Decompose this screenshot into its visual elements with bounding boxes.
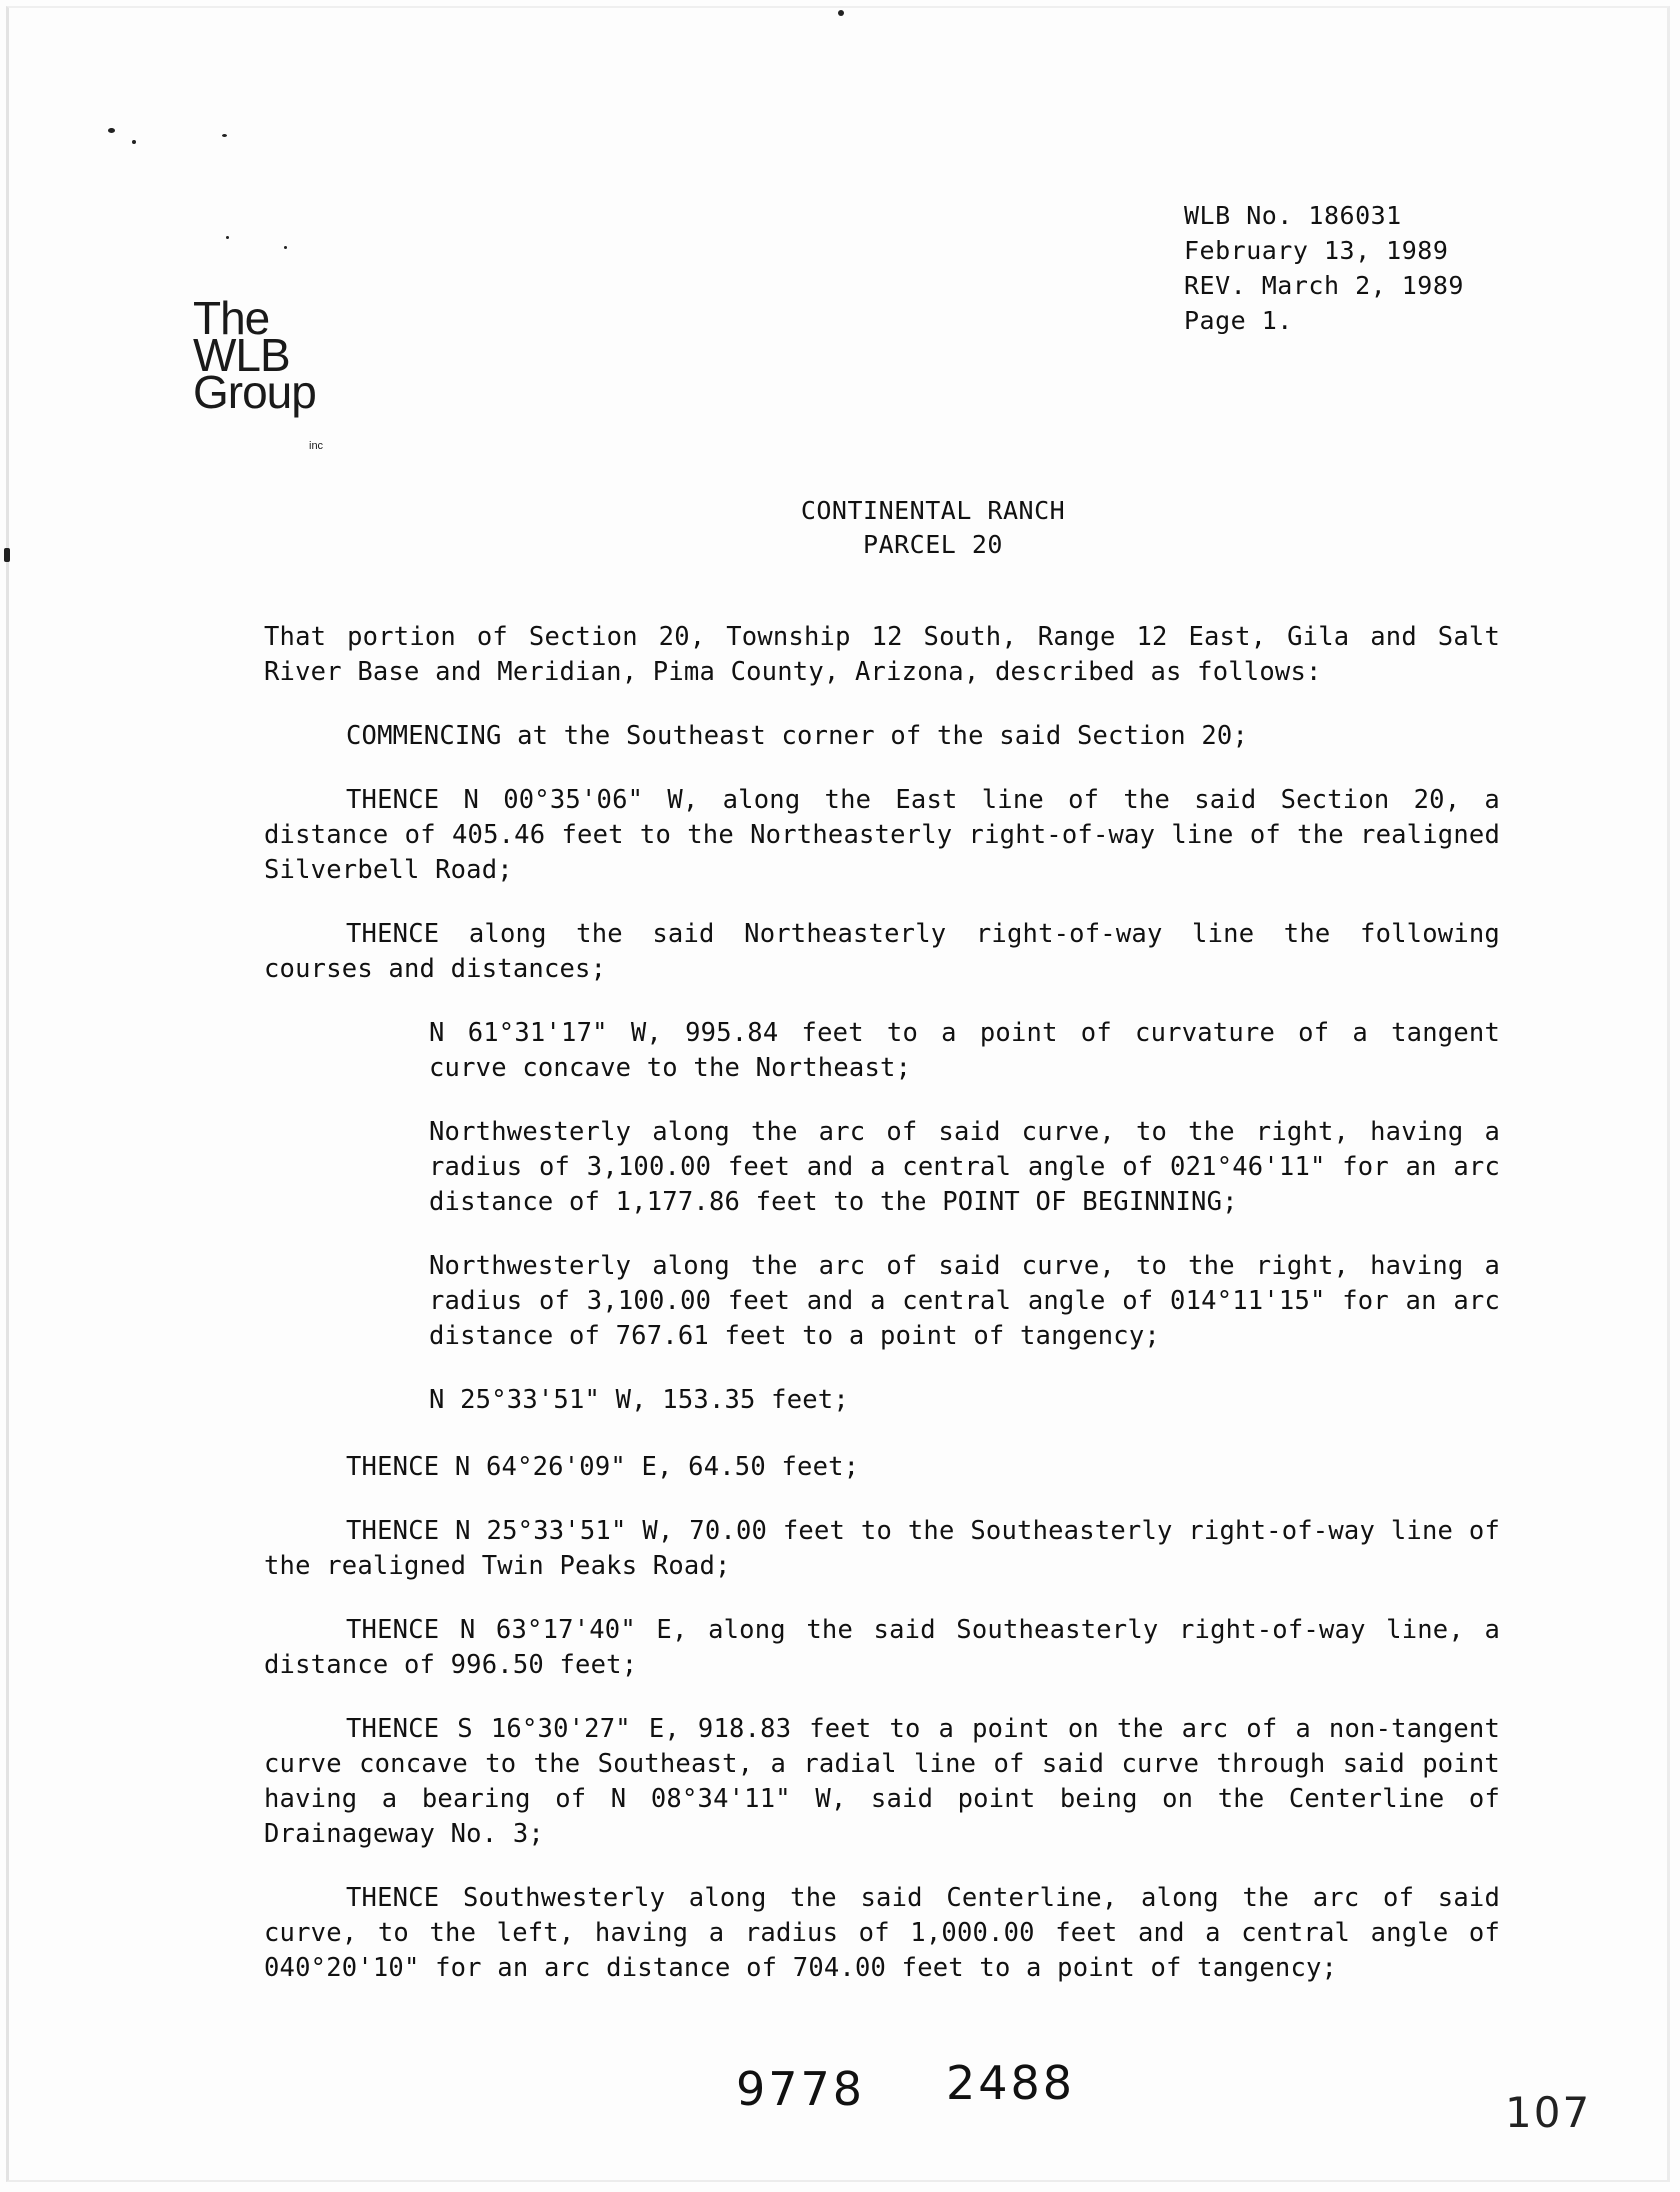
paragraph-commencing: COMMENCING at the Southeast corner of the said Section 20; <box>346 721 1249 751</box>
paragraph-course: THENCE N 00°35'06" W, along the East line of the said Section 20, a distance of 405.46 feet to the Northeasterly right-of-way line of the realigned Silverbell Road; <box>264 785 1500 885</box>
paragraph-subcourse: N 61°31'17" W, 995.84 feet to a point of curvature of a tangent curve concave to the Northeast; <box>429 1018 1500 1083</box>
wlb-group-logo <box>193 292 324 452</box>
document-date: February 13, 1989 <box>1184 236 1449 265</box>
paragraph-subcourse: N 25°33'51" W, 153.35 feet; <box>429 1385 849 1415</box>
footer-code-right: 2488 <box>946 2056 1076 2110</box>
paragraph-course: THENCE S 16°30'27" E, 918.83 feet to a point on the arc of a non-tangent curve concave to the Southeast, a radial line of said curve through said point having a bearing of N 08°34'11" W, said point being on the Centerline of Drainageway No. 3; <box>264 1714 1500 1849</box>
wlb-number: WLB No. 186031 <box>1184 201 1402 230</box>
handwritten-page-number: 107 <box>1505 2088 1592 2137</box>
paragraph-course: THENCE along the said Northeasterly right-of-way line the following courses and distances; <box>264 919 1500 984</box>
paragraph-intro: That portion of Section 20, Township 12 South, Range 12 East, Gila and Salt River Base and Meridian, Pima County, Arizona, described as follows: <box>264 622 1500 687</box>
scan-speck <box>226 236 229 239</box>
logo-line-wlb: WLB <box>193 329 290 381</box>
title-line-1: CONTINENTAL RANCH <box>800 496 1066 525</box>
document-title <box>0 494 1680 562</box>
paragraph-subcourse: Northwesterly along the arc of said curve, to the right, having a radius of 3,100.00 feet and a central angle of 014°11'15" for an arc distance of 767.61 feet to a point of tangency; <box>429 1251 1500 1351</box>
document-header <box>1184 198 1464 338</box>
paragraph-subcourse: Northwesterly along the arc of said curve, to the right, having a radius of 3,100.00 feet and a central angle of 021°46'11" for an arc distance of 1,177.86 feet to the POINT OF BEGINNING; <box>429 1117 1500 1217</box>
page-label: Page 1. <box>1184 306 1293 335</box>
footer-code-left: 9778 <box>736 2062 866 2116</box>
scan-speck <box>838 10 844 16</box>
scan-speck <box>284 246 287 249</box>
legal-description <box>264 620 1500 2015</box>
paragraph-course: THENCE Southwesterly along the said Centerline, along the arc of said curve, to the left, having a radius of 1,000.00 feet and a central angle of 040°20'10" for an arc distance of 704.00 feet to a point of tangency; <box>264 1883 1500 1983</box>
scan-speck <box>132 140 136 144</box>
paragraph-course: THENCE N 25°33'51" W, 70.00 feet to the Southeasterly right-of-way line of the realigned Twin Peaks Road; <box>264 1516 1500 1581</box>
logo-line-the: The <box>193 292 270 344</box>
paragraph-course: THENCE N 63°17'40" E, along the said Southeasterly right-of-way line, a distance of 996.50 feet; <box>264 1615 1500 1680</box>
scan-speck <box>108 128 115 133</box>
logo-inc: inc <box>309 440 324 452</box>
title-line-2: PARCEL 20 <box>863 530 1003 559</box>
paragraph-course: THENCE N 64°26'09" E, 64.50 feet; <box>346 1452 860 1482</box>
logo-line-group: Group <box>193 366 316 418</box>
revision-date: REV. March 2, 1989 <box>1184 271 1464 300</box>
scan-speck <box>222 134 227 137</box>
